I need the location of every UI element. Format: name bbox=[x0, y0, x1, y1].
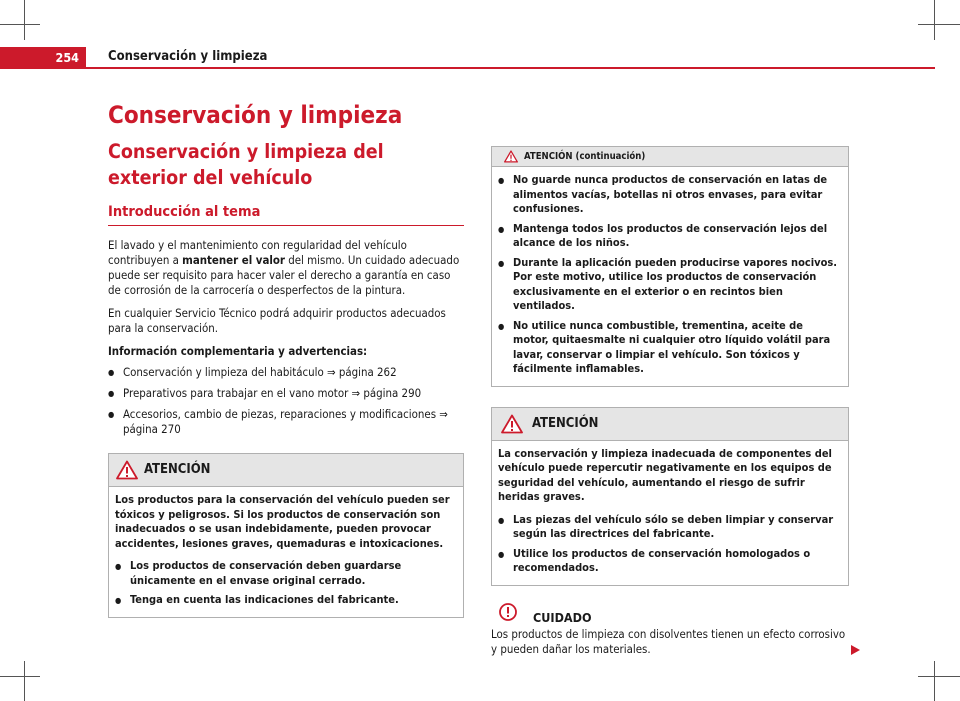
warning-text: La conservación y limpieza inadecuada de componentes del vehículo puede repercutir negativamente en los equipos de seguridad del vehículo, aumentando el riesgo de sufrir heridas graves. bbox=[498, 446, 832, 503]
list-item: ● Tenga en cuenta las indicaciones del fabricante. bbox=[115, 593, 457, 608]
list-item: ● Mantenga todos los productos de conservación lejos del alcance de los niños. bbox=[498, 222, 842, 251]
left-column bbox=[108, 100, 464, 618]
crop-mark bbox=[0, 676, 40, 677]
warning-triangle-icon bbox=[501, 414, 523, 434]
list-item[interactable]: ● Conservación y limpieza del habitáculo ⇒ página 262 bbox=[108, 365, 464, 380]
caution-text: Los productos de limpieza con disolventes tienen un efecto corrosivo y pueden dañar los materiales. bbox=[491, 626, 846, 656]
warning-continued-box bbox=[491, 146, 849, 387]
warning-box bbox=[108, 453, 464, 618]
crop-mark bbox=[934, 661, 935, 701]
chapter-title: Conservación y limpieza bbox=[108, 101, 403, 129]
right-column bbox=[491, 146, 849, 657]
warning-text: Los productos para la conservación del vehículo pueden ser tóxicos y peligrosos. Si los productos de conservación son inadecuados o se usan indebidamente, pueden provocar accidentes, lesiones graves, quemaduras e intoxicaciones. bbox=[115, 493, 450, 550]
intro-paragraph-2: En cualquier Servicio Técnico podrá adquirir productos adecuados para la conservación. bbox=[108, 306, 446, 335]
warning-header bbox=[492, 408, 848, 441]
subsection-title: Introducción al tema bbox=[108, 202, 464, 226]
warning-triangle-icon bbox=[504, 150, 518, 163]
warning-title: ATENCIÓN bbox=[144, 462, 211, 477]
crop-mark bbox=[24, 661, 25, 701]
warning-triangle-icon bbox=[116, 460, 138, 480]
caution-header bbox=[491, 603, 849, 627]
header-rule bbox=[86, 67, 935, 69]
intro-paragraph: El lavado y el mantenimiento con regularidad del vehículo contribuyen a mantener el valor del mismo. Un cuidado adecuado puede ser requisito para hacer valer el derecho a garantía en caso de corrosión de la carrocería o desperfectos de la pintura. bbox=[108, 238, 460, 297]
list-item: ● Los productos de conservación deben guardarse únicamente en el envase original cerrado. bbox=[115, 559, 457, 588]
warning-list bbox=[498, 513, 842, 576]
crop-mark bbox=[918, 24, 960, 25]
warning-body bbox=[109, 487, 463, 617]
crop-mark bbox=[24, 0, 25, 40]
caution-title: CUIDADO bbox=[533, 609, 592, 625]
list-item: ● Utilice los productos de conservación homologados o recomendados. bbox=[498, 547, 842, 576]
info-heading: Información complementaria y advertencias: bbox=[108, 344, 368, 358]
warning-body bbox=[492, 167, 848, 386]
list-item[interactable]: ● Preparativos para trabajar en el vano motor ⇒ página 290 bbox=[108, 386, 464, 401]
running-title: Conservación y limpieza bbox=[108, 49, 268, 64]
crop-mark bbox=[934, 0, 935, 40]
warning-continued-header bbox=[492, 147, 848, 167]
section-title: Conservación y limpieza del exterior del vehículo bbox=[108, 140, 384, 189]
caution-circle-icon bbox=[499, 603, 517, 621]
warning-title: ATENCIÓN bbox=[532, 415, 599, 431]
warning-body bbox=[492, 441, 848, 585]
list-item: ● Las piezas del vehículo sólo se deben limpiar y conservar según las directrices del fabricante. bbox=[498, 513, 842, 542]
crop-mark bbox=[918, 676, 960, 677]
warning-list bbox=[115, 559, 457, 608]
page-header bbox=[0, 47, 935, 69]
warning-header bbox=[109, 454, 463, 487]
list-item: ● No utilice nunca combustible, trementina, aceite de motor, quitaesmalte ni cualquier otro líquido volátil para lavar, conservar o limpiar el vehículo. Son tóxicos y fácilmente inflamables. bbox=[498, 319, 842, 377]
page-number: 254 bbox=[0, 47, 86, 69]
continue-arrow-icon bbox=[851, 645, 860, 655]
emphasis-text: mantener el valor bbox=[182, 253, 285, 267]
warning-title: ATENCIÓN (continuación) bbox=[524, 151, 646, 162]
list-item: ● Durante la aplicación pueden producirse vapores nocivos. Por este motivo, utilice los productos de conservación exclusivamente en el exterior o en recintos bien ventilados. bbox=[498, 256, 842, 314]
warning-list bbox=[498, 173, 842, 377]
list-item[interactable]: ● Accesorios, cambio de piezas, reparaciones y modificaciones ⇒ página 270 bbox=[108, 407, 464, 437]
caution-note bbox=[491, 603, 849, 657]
warning-box bbox=[491, 407, 849, 586]
info-list bbox=[108, 365, 464, 437]
list-item: ● No guarde nunca productos de conservación en latas de alimentos vacías, botellas ni otros envases, para evitar confusiones. bbox=[498, 173, 842, 217]
crop-mark bbox=[0, 24, 40, 25]
